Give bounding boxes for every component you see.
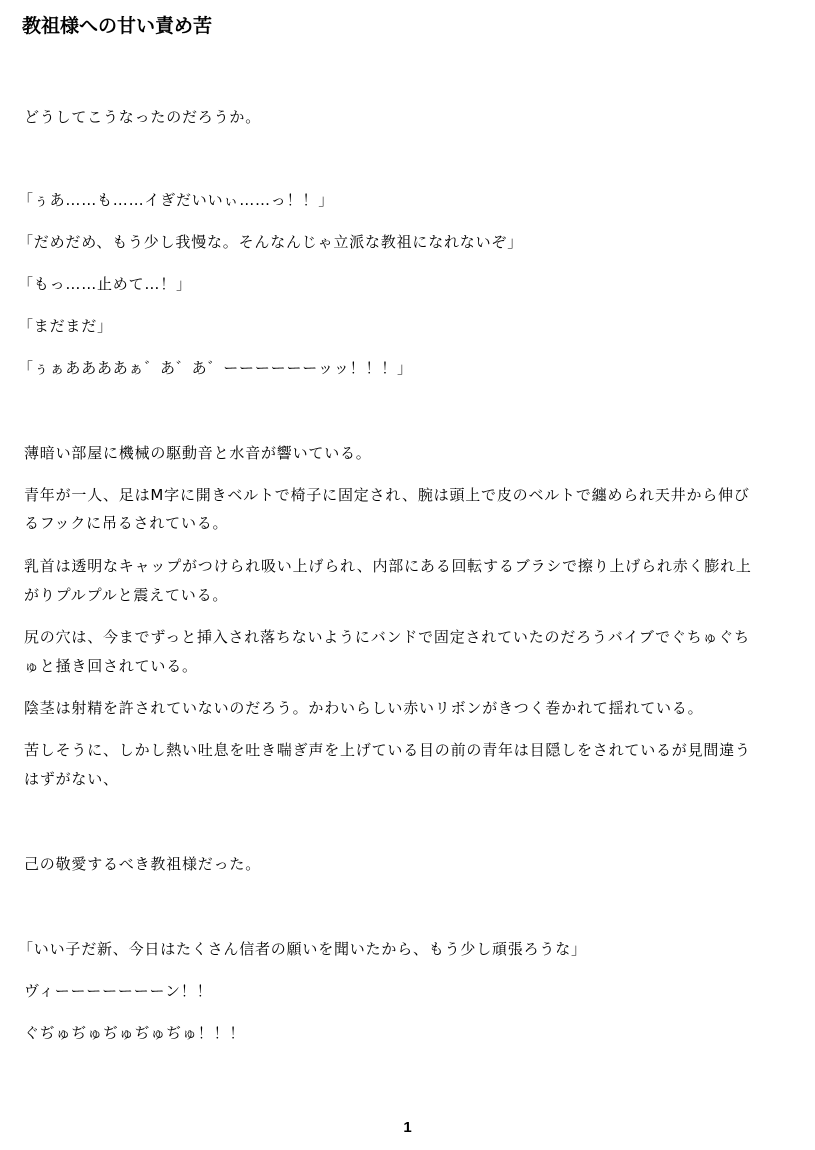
document-title: 教祖様への甘い責め苦: [22, 15, 213, 37]
text-line: 薄暗い部屋に機械の駆動音と水音が響いている。: [24, 444, 372, 462]
text-line: 陰茎は射精を許されていないのだろう。かわいらしい赤いリボンがきつく巻かれて揺れている。: [24, 699, 704, 717]
dialogue-line: 「だめだめ、もう少し我慢な。そんなんじゃ立派な教祖になれないぞ」: [18, 233, 524, 251]
text-line: はずがない、: [24, 770, 119, 788]
dialogue-line: 「もっ……止めて…！」: [18, 275, 192, 293]
text-line: 己の敬愛するべき教祖様だった。: [24, 855, 262, 873]
text-line: がりプルプルと震えている。: [24, 586, 229, 604]
dialogue-line: 「ぅあ……も……イぎだいいぃ……っ！！」: [18, 191, 335, 209]
dialogue-line: 「ぅぁああああぁ゛あ゛あ゛ーーーーーーッッ！！！」: [18, 359, 413, 377]
text-line: ぐぢゅぢゅぢゅぢゅぢゅ！！！: [24, 1024, 246, 1042]
text-line: 苦しそうに、しかし熱い吐息を吐き喘ぎ声を上げている目の前の青年は目隠しをされているが見間違う: [24, 741, 751, 759]
text-line: 乳首は透明なキャップがつけられ吸い上げられ、内部にある回転するブラシで擦り上げられ赤く膨れ上: [24, 557, 752, 575]
text-line: ゅと掻き回されている。: [24, 657, 198, 675]
dialogue-line: 「いい子だ新、今日はたくさん信者の願いを聞いたから、もう少し頑張ろうな」: [18, 940, 587, 958]
text-line: 尻の穴は、今までずっと挿入され落ちないようにバンドで固定されていたのだろうバイブでぐちゅぐち: [24, 628, 750, 646]
text-line: どうしてこうなったのだろうか。: [24, 108, 262, 126]
dialogue-line: 「まだまだ」: [18, 317, 113, 335]
page-number: 1: [403, 1119, 412, 1136]
text-line: ヴィーーーーーーーン！！: [24, 982, 213, 1000]
text-line: るフックに吊るされている。: [24, 514, 229, 532]
text-line: 青年が一人、足はM字に開きベルトで椅子に固定され、腕は頭上で皮のベルトで纏められ天井から伸び: [24, 486, 750, 504]
